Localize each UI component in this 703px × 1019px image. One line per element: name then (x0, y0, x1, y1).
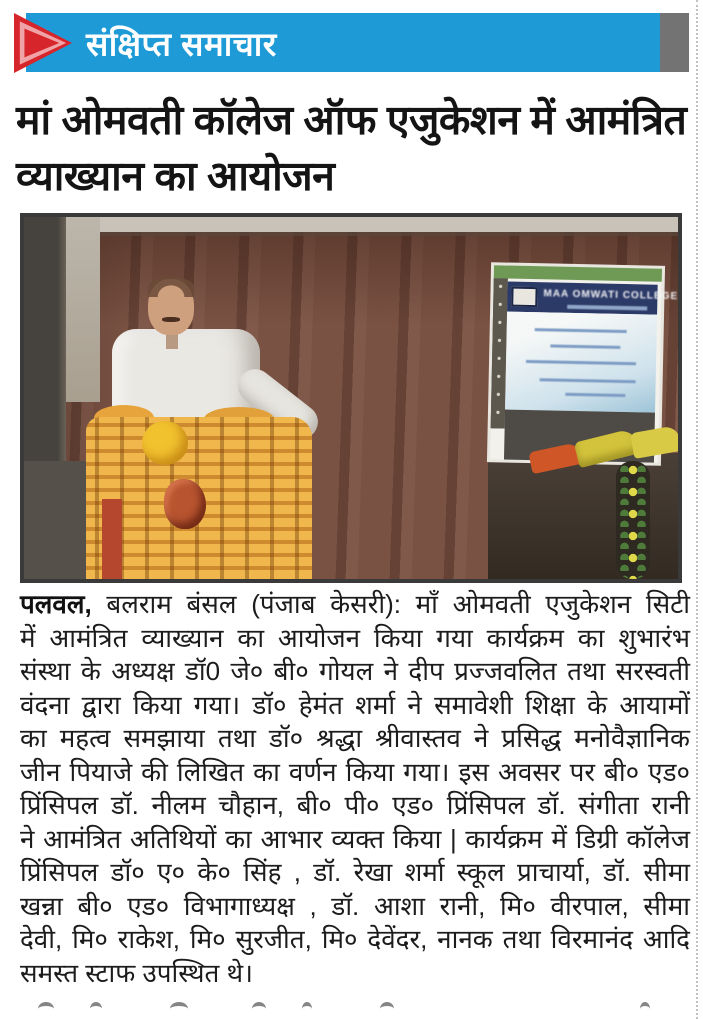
wall-strip (24, 217, 678, 232)
poster-text-line (550, 344, 620, 348)
poster-text-line (526, 360, 636, 365)
dateline: पलवल, (20, 589, 92, 619)
glyph-fragment (380, 1002, 394, 1016)
headline-line-1: मां ओमवती कॉलेज ऑफ एजुकेशन में आमंत्रित (16, 97, 687, 143)
poster-logo (511, 287, 537, 308)
yellow-green-garland-strand (616, 461, 650, 579)
glyph-fragment (38, 1002, 54, 1016)
body-line: ने आमंत्रित अतिथियों का आभार व्यक्त किया | कार्यक्रम में डिग्री कॉलेज (20, 823, 690, 854)
article-body (20, 588, 690, 990)
glyph-fragment (90, 1002, 102, 1016)
wall-sliver (66, 217, 100, 402)
poster-body (505, 312, 657, 413)
poster-text-line (535, 328, 627, 333)
body-line: का महत्व समझाया तथा डॉ० श्रद्धा श्रीवास्तव ने प्रसिद्ध मनोवैज्ञानिक (20, 723, 690, 753)
section-banner (26, 13, 689, 72)
headline-line-2: व्याख्यान का आयोजन (16, 153, 335, 199)
poster-green-strip (494, 265, 662, 282)
body-line: समस्त स्टाफ उपस्थित थे। (20, 957, 253, 988)
glyph-fragment (170, 1002, 188, 1016)
glyph-fragment (640, 1002, 650, 1016)
banner-end-block (660, 13, 689, 72)
poster-text-line (540, 378, 636, 383)
body-line: में आमंत्रित व्याख्यान का आयोजन किया गया कार्यक्रम का शुभारंभ (20, 622, 690, 653)
curtain-rod (24, 232, 678, 236)
glyph-fragment (252, 1002, 266, 1016)
poster-text-line (565, 393, 625, 397)
body-line: संस्था के अध्यक्ष डॉ0 जे० बी० गोयल ने दीप प्रज्जवलित तथा सरस्वती (20, 656, 690, 686)
poster-title-text: MAA OMWATI COLLEGE (543, 288, 679, 303)
yellow-garland-ball (142, 421, 188, 465)
body-line: जीन पियाजे की लिखित का वर्णन किया गया। इस अवसर पर बी० एड० (20, 756, 690, 787)
floor-left-dark (24, 461, 86, 579)
article-headline (16, 92, 688, 204)
body-line: खन्ना बी० एड० विभागाध्यक्ष , डॉ. आशा रानी, मि० वीरपाल, सीमा (20, 890, 690, 921)
body-line (20, 588, 690, 622)
poster-subtitle-line (567, 305, 647, 311)
section-arrow-icon (14, 13, 72, 73)
body-line: प्रिंसिपल डॉ० ए० के० सिंह , डॉ. रेखा शर्मा स्कूल प्राचार्या, डॉ. सीमा (20, 857, 690, 887)
cutoff-next-article-fragment (20, 1002, 680, 1019)
speaker-hair (148, 277, 194, 297)
body-line: देवी, मि० राकेश, मि० सुरजीत, मि० देवेंदर, नानक तथा विरमानंद आदि (20, 924, 690, 954)
body-line: वंदना द्वारा किया गया। डॉ० हेमंत शर्मा ने समावेशी शिक्षा के आयामों (20, 689, 690, 720)
rose-cluster (164, 479, 206, 529)
body-line-text: बलराम बंसल (पंजाब केसरी): माँ ओमवती एजुकेशन सिटी (91, 589, 690, 619)
red-ribbon-stripe (102, 499, 122, 579)
section-title: संक्षिप्त समाचार (86, 25, 277, 62)
glyph-fragment (302, 1002, 312, 1016)
body-line: प्रिंसिपल डॉ. नीलम चौहान, बी० पी० एड० प्रिंसिपल डॉ. संगीता रानी (20, 790, 690, 820)
column-divider-dotted-line (696, 0, 698, 1019)
poster-header-bar (507, 282, 679, 315)
speaker-mustache (162, 317, 180, 322)
article-photo (20, 213, 682, 583)
